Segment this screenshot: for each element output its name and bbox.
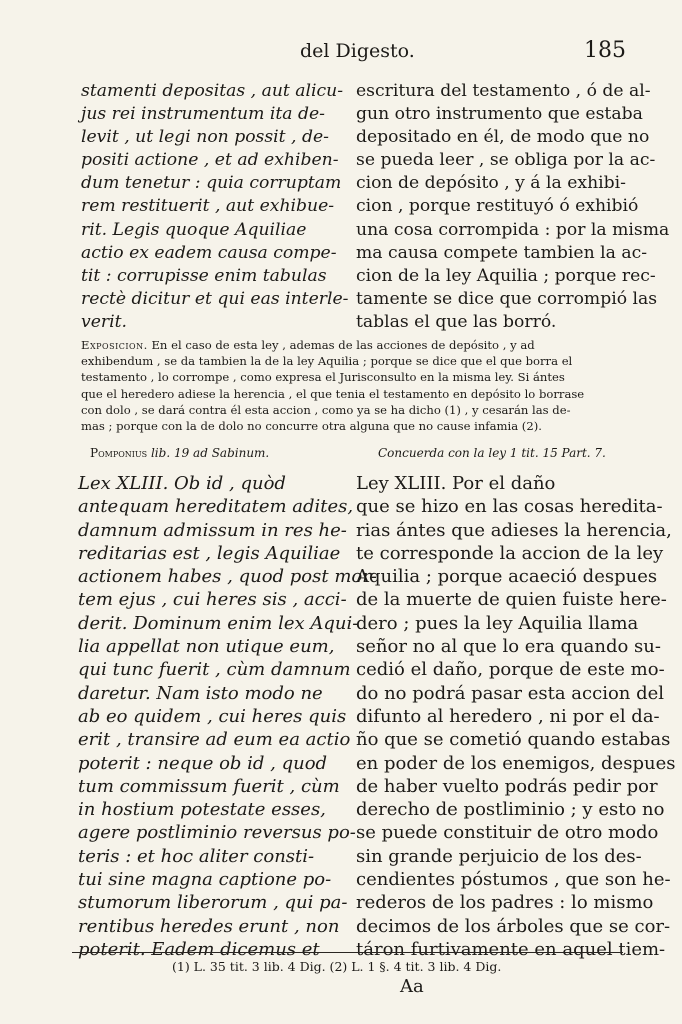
spanish-line: ma causa compete tambien la ac- <box>356 242 648 263</box>
latin-line: rem restituerit , aut exhibue- <box>81 196 335 217</box>
latin-line: antequam hereditatem adites, <box>78 496 354 518</box>
latin-line: dum tenetur : quia corruptam <box>81 173 342 194</box>
spanish-line: una cosa corrompida : por la misma <box>356 219 670 240</box>
latin-line: actio ex eadem causa compe- <box>81 242 337 263</box>
spanish-line: sin grande perjuicio de los des- <box>356 845 642 867</box>
latin-line: actionem habes , quod post mor- <box>78 566 377 588</box>
latin-line: jus rei instrumentum ita de- <box>81 104 325 125</box>
source-citation-spanish: Concuerda con la ley 1 tit. 15 Part. 7. <box>378 446 606 460</box>
spanish-line: cedió el daño, porque de este mo- <box>356 659 665 681</box>
spanish-line: cion , porque restituyó ó exhibió <box>356 196 639 217</box>
spanish-line: derecho de postliminio ; y esto no <box>356 799 665 821</box>
spanish-line: rias ántes que adieses la herencia, <box>356 519 672 541</box>
spanish-line: escritura del testamento , ó de al- <box>356 81 651 101</box>
spanish-line: en poder de los enemigos, despues <box>356 752 676 774</box>
latin-line: levit , ut legi non possit , de- <box>81 127 329 148</box>
latin-line: tui sine magna captione po- <box>78 869 332 891</box>
spanish-line: ño que se cometió quando estabas <box>356 729 671 751</box>
latin-line: derit. Dominum enim lex Aqui- <box>78 612 359 634</box>
latin-line: rectè dicitur et qui eas interle- <box>81 288 349 309</box>
spanish-line: de haber vuelto podrás pedir por <box>356 775 658 797</box>
top-latin-column <box>81 80 351 334</box>
spanish-line: tablas el que las borró. <box>356 311 557 332</box>
exposicion-line: exhibendum , se da tambien la de la ley Aquilia ; porque se dice que el que borra el <box>81 354 573 369</box>
latin-line: damnum admissum in res he- <box>78 519 347 541</box>
top-spanish-column <box>356 80 670 334</box>
spanish-line: dero ; pues la ley Aquilia llama <box>356 612 639 634</box>
latin-line: tum commissum fuerit , cùm <box>78 775 340 797</box>
spanish-line: rederos de los padres : lo mismo <box>356 892 654 914</box>
exposicion-first-line <box>81 337 621 353</box>
latin-line: poterit : neque ob id , quod <box>78 752 328 774</box>
latin-line: positi actione , et ad exhiben- <box>81 150 339 171</box>
latin-line: reditarias est , legis Aquiliae <box>78 542 341 564</box>
spanish-line: de la muerte de quien fuiste here- <box>356 589 667 611</box>
latin-line: verit. <box>81 311 127 332</box>
spanish-line: do no podrá pasar esta accion del <box>356 682 665 704</box>
latin-line: stamenti depositas , aut alicu- <box>81 81 344 101</box>
latin-line: ab eo quidem , cui heres quis <box>78 705 347 727</box>
exposicion-label: Exposicion. <box>81 338 148 352</box>
exposicion-line: que el heredero adiese la herencia , el que tenia el testamento en depósito lo borrase <box>81 386 585 401</box>
latin-line: tit : corrupisse enim tabulas <box>81 265 327 286</box>
page-number: 185 <box>584 38 626 63</box>
lex-spanish-column <box>356 472 676 961</box>
source-reference: lib. 19 ad Sabinum. <box>147 446 270 460</box>
spanish-line: que se hizo en las cosas heredita- <box>356 496 663 518</box>
footnote-rule <box>72 952 623 953</box>
spanish-line: táron furtivamente en aquel tiem- <box>356 938 666 960</box>
spanish-line: difunto al heredero , ni por el da- <box>356 705 660 727</box>
spanish-line: gun otro instrumento que estaba <box>356 104 643 125</box>
running-head <box>0 40 682 70</box>
exposicion-line: mas ; porque con la de dolo no concurre otra alguna que no cause infamia (2). <box>81 419 542 434</box>
spanish-line: te corresponde la accion de la ley <box>356 542 664 564</box>
spanish-line: depositado en él, de modo que no <box>356 127 650 148</box>
signature-mark: Aa <box>400 976 424 997</box>
latin-line: qui tunc fuerit , cùm damnum <box>78 659 351 681</box>
latin-line: in hostium potestate esses, <box>78 799 326 821</box>
spanish-line: Ley XLIII. Por el daño <box>356 473 556 494</box>
latin-line: stumorum liberorum , qui pa- <box>78 892 348 914</box>
spanish-line: cion de la ley Aquilia ; porque rec- <box>356 265 656 286</box>
latin-line: tem ejus , cui heres sis , acci- <box>78 589 347 611</box>
latin-line: Lex XLIII. Ob id , quòd <box>78 473 286 494</box>
spanish-line: cendientes póstumos , que son he- <box>356 869 671 891</box>
spanish-line: se puede constituir de otro modo <box>356 822 659 844</box>
latin-line: rit. Legis quoque Aquiliae <box>81 219 307 240</box>
spanish-line: tamente se dice que corrompió las <box>356 288 658 309</box>
spanish-line: Aquilia ; porque acaeció despues <box>356 566 658 588</box>
latin-line: poterit. Eadem dicemus et <box>78 938 320 960</box>
spanish-line: cion de depósito , y á la exhibi- <box>356 173 626 194</box>
exposicion-line: En el caso de esta ley , ademas de las acciones de depósito , y ad <box>147 338 535 352</box>
spanish-line: señor no al que lo era quando su- <box>356 636 661 658</box>
latin-line: rentibus heredes erunt , non <box>78 915 340 937</box>
running-title: del Digesto. <box>300 40 415 62</box>
exposicion-line: testamento , lo corrompe , como expresa el Jurisconsulto en la misma ley. Si ántes <box>81 370 565 385</box>
exposicion-line: con dolo , se dará contra él esta accion , como ya se ha dicho (1) , y cesarán las de- <box>81 402 571 417</box>
latin-line: agere postliminio reversus po- <box>78 822 356 844</box>
latin-line: teris : et hoc aliter consti- <box>78 845 315 867</box>
spanish-line: decimos de los árboles que se cor- <box>356 915 671 937</box>
latin-line: erit , transire ad eum ea actio <box>78 729 351 751</box>
lex-latin-column <box>78 472 377 961</box>
footnotes: (1) L. 35 tit. 3 lib. 4 Dig. (2) L. 1 §. 4 tit. 3 lib. 4 Dig. <box>172 959 502 974</box>
exposicion-commentary <box>81 337 621 434</box>
source-author: Pomponius <box>90 446 148 460</box>
latin-line: lia appellat non utique eum, <box>78 636 335 658</box>
latin-line: daretur. Nam isto modo ne <box>78 682 323 704</box>
source-citation-latin <box>90 446 269 460</box>
spanish-line: se pueda leer , se obliga por la ac- <box>356 150 656 171</box>
